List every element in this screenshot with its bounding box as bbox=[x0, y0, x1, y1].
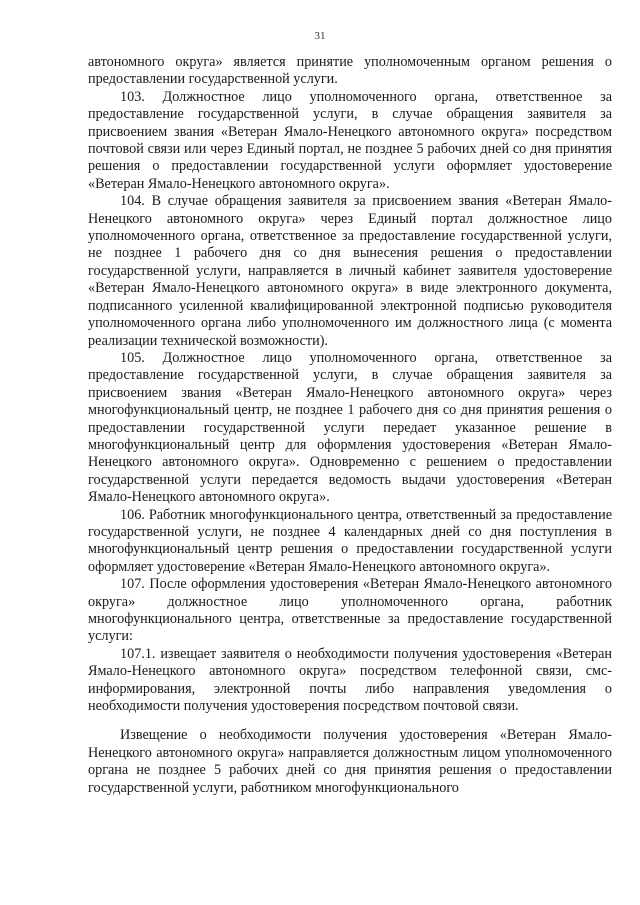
paragraph-notice: Извещение о необходимости получения удостоверения «Ветеран Ямало-Ненецкого автономного округа» направляется должностным лицом уполномоченного органа не позднее 5 рабочих дней со дня принятия решения о предоставлении государственной услуги, работником многофункционального bbox=[88, 727, 612, 796]
paragraph-107: 107. После оформления удостоверения «Ветеран Ямало-Ненецкого автономного округа» должностное лицо уполномоченного органа, работник многофункционального центра, ответственные за предоставление государственной услуги: bbox=[88, 576, 612, 645]
paragraph-107-1: 107.1. извещает заявителя о необходимости получения удостоверения «Ветеран Ямало-Ненецкого автономного округа» посредством телефонной связи, смс-информирования, электронной почты либо направления уведомления о необходимости получения удостоверения посредством почтовой связи. bbox=[88, 645, 612, 715]
paragraph-104: 104. В случае обращения заявителя за присвоением звания «Ветеран Ямало-Ненецкого автономного округа» через Единый портал должностное лицо уполномоченного органа, ответственное за предоставление государственной услуги, не позднее 1 рабочего дня со дня вынесения решения о предоставлении государственной услуги, направляется в личный кабинет заявителя удостоверение «Ветеран Ямало-Ненецкого автономного округа» в виде электронного документа, подписанного усиленной квалифицированной электронной подписью руководителя уполномоченного органа либо уполномоченного им должностного лица (с момента реализации технической возможности). bbox=[88, 193, 612, 349]
page-number: 31 bbox=[314, 30, 326, 42]
paragraph-105: 105. Должностное лицо уполномоченного органа, ответственное за предоставление государственной услуги, в случае обращения заявителя за присвоением звания «Ветеран Ямало-Ненецкого автономного округа» через многофункциональный центр, не позднее 1 рабочего дня со дня принятия решения о предоставлении государственной услуги передает указанное решение в многофункциональный центр для оформления удостоверения «Ветеран Ямало-Ненецкого автономного округа». Одновременно с решением о предоставлении государственной услуги передается ведомость выдачи удостоверения «Ветеран Ямало-Ненецкого автономного округа». bbox=[88, 349, 612, 506]
paragraph-continuation: автономного округа» является принятие уполномоченным органом решения о предоставлении государственной услуги. bbox=[88, 54, 612, 88]
paragraph-106: 106. Работник многофункционального центра, ответственный за предоставление государственной услуги, не позднее 4 календарных дней со дня поступления в многофункциональный центр решения о предоставлении государственной услуги оформляет удостоверение «Ветеран Ямало-Ненецкого автономного округа». bbox=[88, 506, 612, 575]
document-body bbox=[88, 54, 612, 797]
paragraph-103: 103. Должностное лицо уполномоченного органа, ответственное за предоставление государственной услуги, в случае обращения заявителя за присвоением звания «Ветеран Ямало-Ненецкого автономного округа» посредством почтовой связи или через Единый портал, не позднее 5 рабочих дней со дня принятия решения о предоставлении государственной услуги оформляет удостоверение «Ветеран Ямало-Ненецкого автономного округа». bbox=[88, 88, 612, 192]
